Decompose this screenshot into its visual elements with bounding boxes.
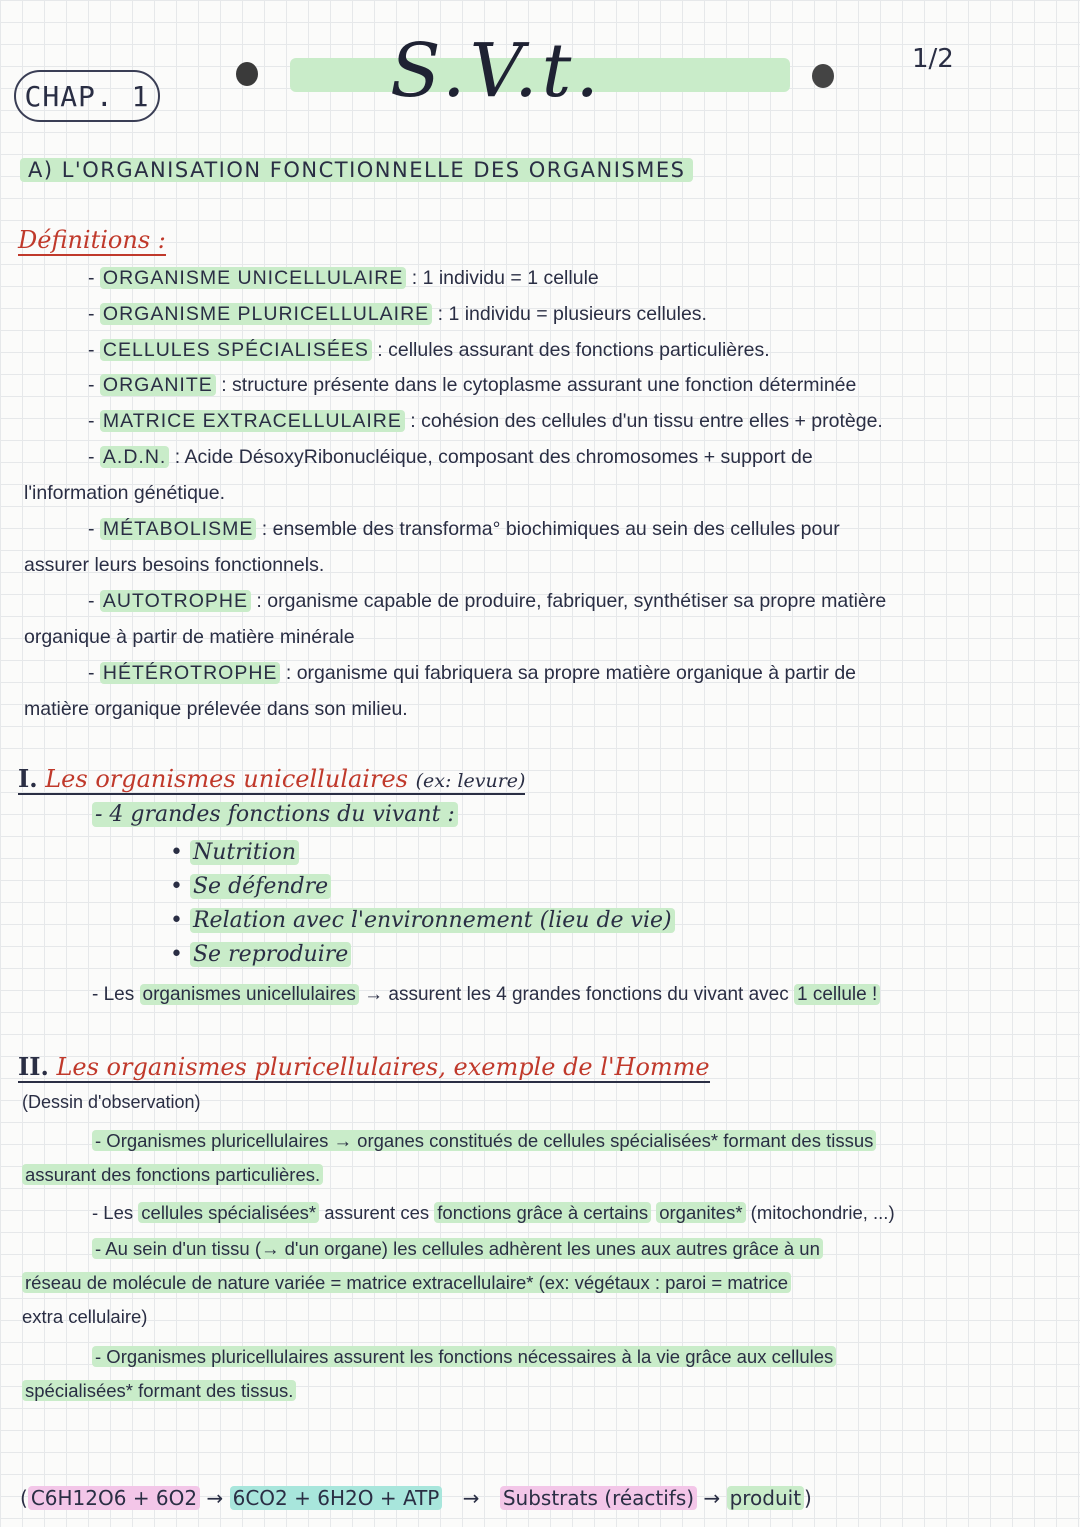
function-item: • Se défendre xyxy=(170,874,331,899)
paragraph-line: - Organismes pluricellulaires assurent les fonctions nécessaires à la vie grâce aux cellules xyxy=(92,1346,836,1368)
definition-item: - MATRICE EXTRACELLULAIRE : cohésion des cellules d'un tissu entre elles + protège. xyxy=(88,410,883,432)
page-number: 1/2 xyxy=(912,44,954,74)
function-item: • Relation avec l'environnement (lieu de vie) xyxy=(170,908,675,933)
paragraph-line: - Organismes pluricellulaires → organes constitués de cellules spécialisées* formant des tissus xyxy=(92,1130,876,1152)
main-heading: A) L'ORGANISATION FONCTIONNELLE DES ORGANISMES xyxy=(20,158,693,182)
definition-item: - ORGANISME UNICELLULAIRE : 1 individu = 1 cellule xyxy=(88,267,599,289)
binder-hole-right xyxy=(812,64,834,88)
definition-item: - ORGANISME PLURICELLULAIRE : 1 individu = plusieurs cellules. xyxy=(88,303,707,325)
paragraph-line: assurant des fonctions particulières. xyxy=(22,1164,323,1186)
products: 6CO2 + 6H2O + ATP xyxy=(230,1486,443,1510)
paragraph-line: - Au sein d'un tissu (→ d'un organe) les cellules adhèrent les unes aux autres grâce à un xyxy=(92,1238,823,1260)
definition-item: - HÉTÉROTROPHE : organisme qui fabriquera sa propre matière organique à partir de xyxy=(88,662,857,684)
section-1-conclusion: - Les organismes unicellulaires → assurent les 4 grandes fonctions du vivant avec 1 cellule ! xyxy=(92,984,880,1006)
function-item: • Nutrition xyxy=(170,840,299,865)
section-2-subtitle: (Dessin d'observation) xyxy=(22,1092,201,1112)
definition-item: - AUTOTROPHE : organisme capable de produire, fabriquer, synthétiser sa propre matière xyxy=(88,590,887,612)
reactants: C6H12O6 + 6O2 xyxy=(28,1486,200,1510)
function-item: • Se reproduire xyxy=(170,942,351,967)
binder-hole-left xyxy=(236,62,258,86)
produit-label: produit xyxy=(727,1486,804,1510)
definition-continuation: l'information génétique. xyxy=(24,482,226,504)
definition-item: - ORGANITE : structure présente dans le cytoplasme assurant une fonction déterminée xyxy=(88,374,857,396)
definition-continuation: assurer leurs besoins fonctionnels. xyxy=(24,554,325,576)
definition-item: - CELLULES SPÉCIALISÉES : cellules assurant des fonctions particulières. xyxy=(88,339,770,361)
section-1-intro: - 4 grandes fonctions du vivant : xyxy=(92,802,458,827)
page-title: S.V.t. xyxy=(390,28,603,114)
definitions-title: Définitions : xyxy=(18,226,166,254)
paragraph-line: - Les cellules spécialisées* assurent ces fonctions grâce à certains organites* (mitochondrie, ...) xyxy=(92,1202,895,1223)
section-2-title: II. Les organismes pluricellulaires, exemple de l'Homme xyxy=(18,1052,710,1081)
definition-item: - A.D.N. : Acide DésoxyRibonucléique, composant des chromosomes + support de xyxy=(88,446,813,468)
definition-continuation: matière organique prélevée dans son milieu. xyxy=(24,698,408,720)
respiration-formula: ( C6H12O6 + 6O2 → 6CO2 + 6H2O + ATP → Substrats (réactifs) → produit ) xyxy=(20,1486,812,1510)
paragraph-line: réseau de molécule de nature variée = matrice extracellulaire* (ex: végétaux : paroi = matrice xyxy=(22,1272,791,1294)
definition-item: - MÉTABOLISME : ensemble des transforma° biochimiques au sein des cellules pour xyxy=(88,518,840,540)
definition-continuation: organique à partir de matière minérale xyxy=(24,626,355,648)
substrats-label: Substrats (réactifs) xyxy=(500,1486,697,1510)
paragraph-line: spécialisées* formant des tissus. xyxy=(22,1380,296,1402)
section-1-title: I. Les organismes unicellulaires (ex: levure) xyxy=(18,764,526,793)
paragraph-line: extra cellulaire) xyxy=(22,1306,148,1327)
chapter-label: CHAP. 1 xyxy=(14,70,160,122)
